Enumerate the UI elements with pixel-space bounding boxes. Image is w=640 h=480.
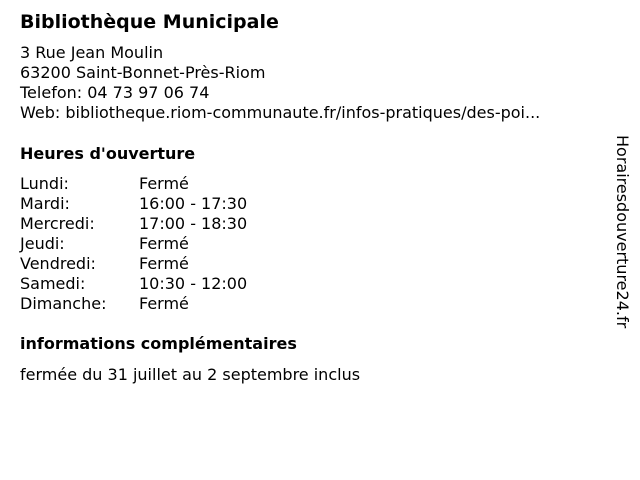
day-label: Mercredi: [20,214,95,233]
hours-value: Fermé [139,254,189,273]
hours-value: 10:30 - 12:00 [139,274,248,293]
day-label: Dimanche: [20,294,107,313]
additional-info-heading: informations complémentaires [20,334,297,353]
day-label: Jeudi: [20,234,65,253]
additional-info-text: fermée du 31 juillet au 2 septembre inclus [20,365,361,384]
hours-row-wednesday [20,214,320,234]
opening-hours-list [20,174,320,314]
phone-number: Telefon: 04 73 97 06 74 [20,83,210,102]
hours-value: Fermé [139,294,189,313]
hours-row-thursday [20,234,320,254]
hours-row-sunday [20,294,320,314]
page-title: Bibliothèque Municipale [20,11,279,33]
street-address: 3 Rue Jean Moulin [20,43,164,62]
hours-row-tuesday [20,194,320,214]
postal-city: 63200 Saint-Bonnet-Près-Riom [20,63,266,82]
hours-value: Fermé [139,234,189,253]
hours-value: 16:00 - 17:30 [139,194,248,213]
website-link[interactable]: Web: bibliotheque.riom-communaute.fr/infos-pratiques/des-poi... [20,103,541,122]
day-label: Samedi: [20,274,86,293]
hours-value: Fermé [139,174,189,193]
day-label: Lundi: [20,174,69,193]
site-watermark: Horairesdouverture24.fr [613,135,632,329]
hours-row-saturday [20,274,320,294]
address-block [20,43,540,123]
hours-heading: Heures d'ouverture [20,144,196,163]
day-label: Mardi: [20,194,70,213]
hours-row-friday [20,254,320,274]
hours-value: 17:00 - 18:30 [139,214,248,233]
day-label: Vendredi: [20,254,96,273]
hours-row-monday [20,174,320,194]
